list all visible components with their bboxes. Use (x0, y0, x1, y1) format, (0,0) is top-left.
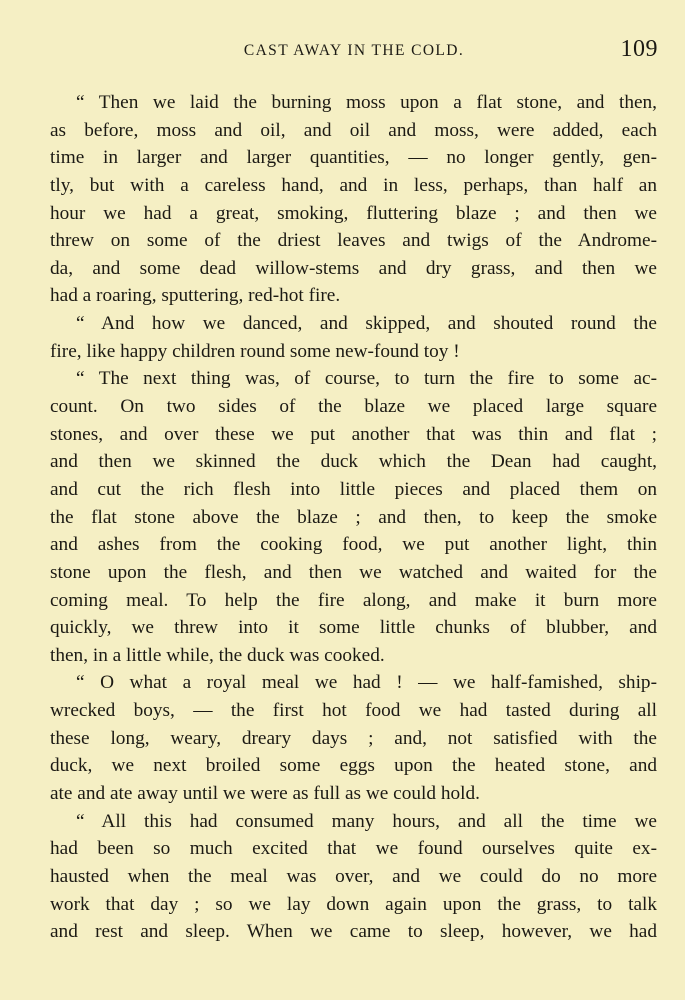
text-line: and rest and sleep. When we came to sleep, however, we had (50, 921, 657, 943)
text-line: then, in a little while, the duck was cooked. (50, 644, 385, 666)
text-line: quickly, we threw into it some little chunks of blubber, and (50, 617, 657, 639)
text-line: had a roaring, sputtering, red-hot fire. (50, 285, 341, 307)
running-head (50, 36, 658, 70)
text-line: threw on some of the driest leaves and twigs of the Androme- (50, 230, 657, 252)
text-line: ate and ate away until we were as full as we could hold. (50, 783, 480, 805)
text-line: “ Then we laid the burning moss upon a flat stone, and then, (76, 92, 657, 113)
text-line: as before, moss and oil, and oil and moss, were added, each (50, 119, 657, 141)
text-line: these long, weary, dreary days ; and, not satisfied with the (50, 727, 657, 749)
text-line: fire, like happy children round some new-found toy ! (50, 340, 460, 362)
text-line: work that day ; so we lay down again upon the grass, to talk (50, 893, 657, 915)
text-line: “ O what a royal meal we had ! — we half-famished, ship- (76, 672, 657, 694)
text-line: “ All this had consumed many hours, and all the time we (76, 810, 657, 832)
text-line: and then we skinned the duck which the Dean had caught, (50, 451, 657, 473)
text-line: wrecked boys, — the first hot food we had tasted during all (50, 700, 657, 722)
text-line: da, and some dead willow-stems and dry grass, and then we (50, 257, 657, 279)
text-line: stone upon the flesh, and then we watched and waited for the (50, 561, 657, 583)
text-line: stones, and over these we put another that was thin and flat ; (50, 423, 657, 445)
text-line: had been so much excited that we found ourselves quite ex- (50, 838, 657, 860)
text-line: and cut the rich flesh into little pieces and placed them on (50, 478, 657, 500)
text-line: “ And how we danced, and skipped, and shouted round the (76, 313, 657, 335)
body-text (50, 89, 657, 946)
text-line: tly, but with a careless hand, and in less, perhaps, than half an (50, 174, 657, 196)
text-line: the flat stone above the blaze ; and then, to keep the smoke (50, 506, 657, 528)
text-line: hausted when the meal was over, and we could do no more (50, 865, 657, 887)
page-number: 109 (620, 36, 658, 62)
text-line: time in larger and larger quantities, — no longer gently, gen- (50, 147, 657, 169)
text-line: “ The next thing was, of course, to turn the fire to some ac- (76, 368, 657, 390)
text-line: coming meal. To help the fire along, and make it burn more (50, 589, 657, 611)
text-line: hour we had a great, smoking, fluttering blaze ; and then we (50, 202, 657, 224)
running-title: CAST AWAY IN THE COLD. (243, 42, 465, 59)
text-line: count. On two sides of the blaze we placed large square (50, 396, 657, 418)
text-line: duck, we next broiled some eggs upon the heated stone, and (50, 755, 657, 777)
text-line: and ashes from the cooking food, we put another light, thin (50, 534, 657, 556)
